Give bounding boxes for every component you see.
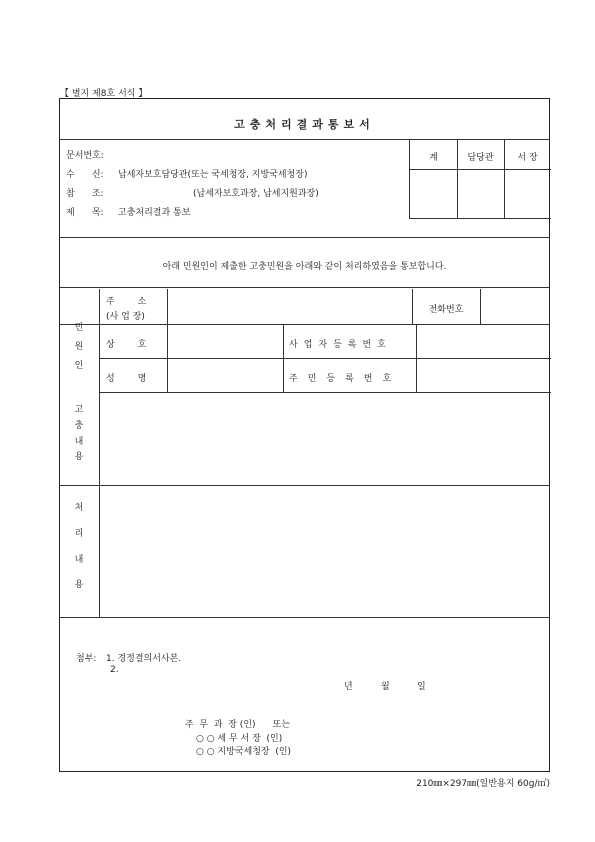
recipient-label: 수 신: xyxy=(66,170,104,180)
header-divider xyxy=(60,237,549,238)
notice-form xyxy=(59,98,550,772)
name-label: 성 명 xyxy=(106,374,147,384)
resident-reg-label: 주민등록번호 xyxy=(289,374,402,384)
complaint-section-label: 고 충 내 용 xyxy=(74,405,84,463)
reference-label: 참 조: xyxy=(66,189,104,199)
attachment-item-1: 1. 경정결의서사본. xyxy=(106,654,182,664)
approval-staff: 계 xyxy=(429,153,438,163)
complaint-divider xyxy=(60,485,549,486)
doc-number-label: 문서번호: xyxy=(66,151,104,161)
attachment-item-2: 2. xyxy=(110,665,119,675)
approval-divider xyxy=(410,169,551,170)
signer-line-1: 주 무 과 장 (인) 또는 xyxy=(185,720,291,730)
approval-box xyxy=(409,139,551,219)
form-number-label: 【 별지 제8호 서식 】 xyxy=(60,89,148,99)
attachment-label: 첨부: xyxy=(76,654,97,664)
reg-label-right-divider xyxy=(416,324,417,392)
address-sub-label: (사 업 장) xyxy=(106,312,145,322)
subject-label: 제 목: xyxy=(66,208,104,218)
applicant-top-divider xyxy=(60,324,549,325)
recipient-value: 납세자보호담당관(또는 국세청장, 지방국세청장) xyxy=(118,170,308,180)
processing-label-divider xyxy=(99,485,100,617)
phone-label-right-divider xyxy=(480,289,481,324)
address-label: 주 소 xyxy=(106,297,147,307)
date-day: 일 xyxy=(417,682,426,692)
applicant-label-divider xyxy=(167,289,168,392)
notice-divider xyxy=(60,287,549,288)
reg-label-left-divider xyxy=(283,324,284,392)
business-name-label: 상 호 xyxy=(106,340,147,350)
approval-chief: 서 장 xyxy=(517,153,538,163)
notice-text: 아래 민원인이 제출한 고충민원을 아래와 같이 처리하였음을 통보합니다. xyxy=(162,262,447,272)
applicant-section-label: 민 원 인 xyxy=(74,323,84,371)
processing-divider xyxy=(60,617,549,618)
processing-section-label: 처 리 내 용 xyxy=(74,503,84,591)
signer-line-2: ○ ○ 세 무 서 장 (인) xyxy=(196,734,283,744)
business-reg-label: 사업자등록번호 xyxy=(289,340,392,350)
approval-officer: 담당관 xyxy=(467,153,494,163)
row-divider-2 xyxy=(99,392,551,393)
paper-spec-footer: 210㎜×297㎜(일반용지 60g/㎡) xyxy=(416,779,550,789)
reference-value: (납세자보호과장, 납세지원과장) xyxy=(193,189,319,199)
form-title: 고충처리결과통보서 xyxy=(234,118,375,131)
date-year: 년 xyxy=(344,682,353,692)
subject-value: 고충처리결과 통보 xyxy=(118,208,191,218)
date-month: 월 xyxy=(381,682,390,692)
label-column-divider xyxy=(99,289,100,485)
signer-line-3: ○ ○ 지방국세청장 (인) xyxy=(196,747,292,757)
phone-label: 전화번호 xyxy=(428,305,464,315)
